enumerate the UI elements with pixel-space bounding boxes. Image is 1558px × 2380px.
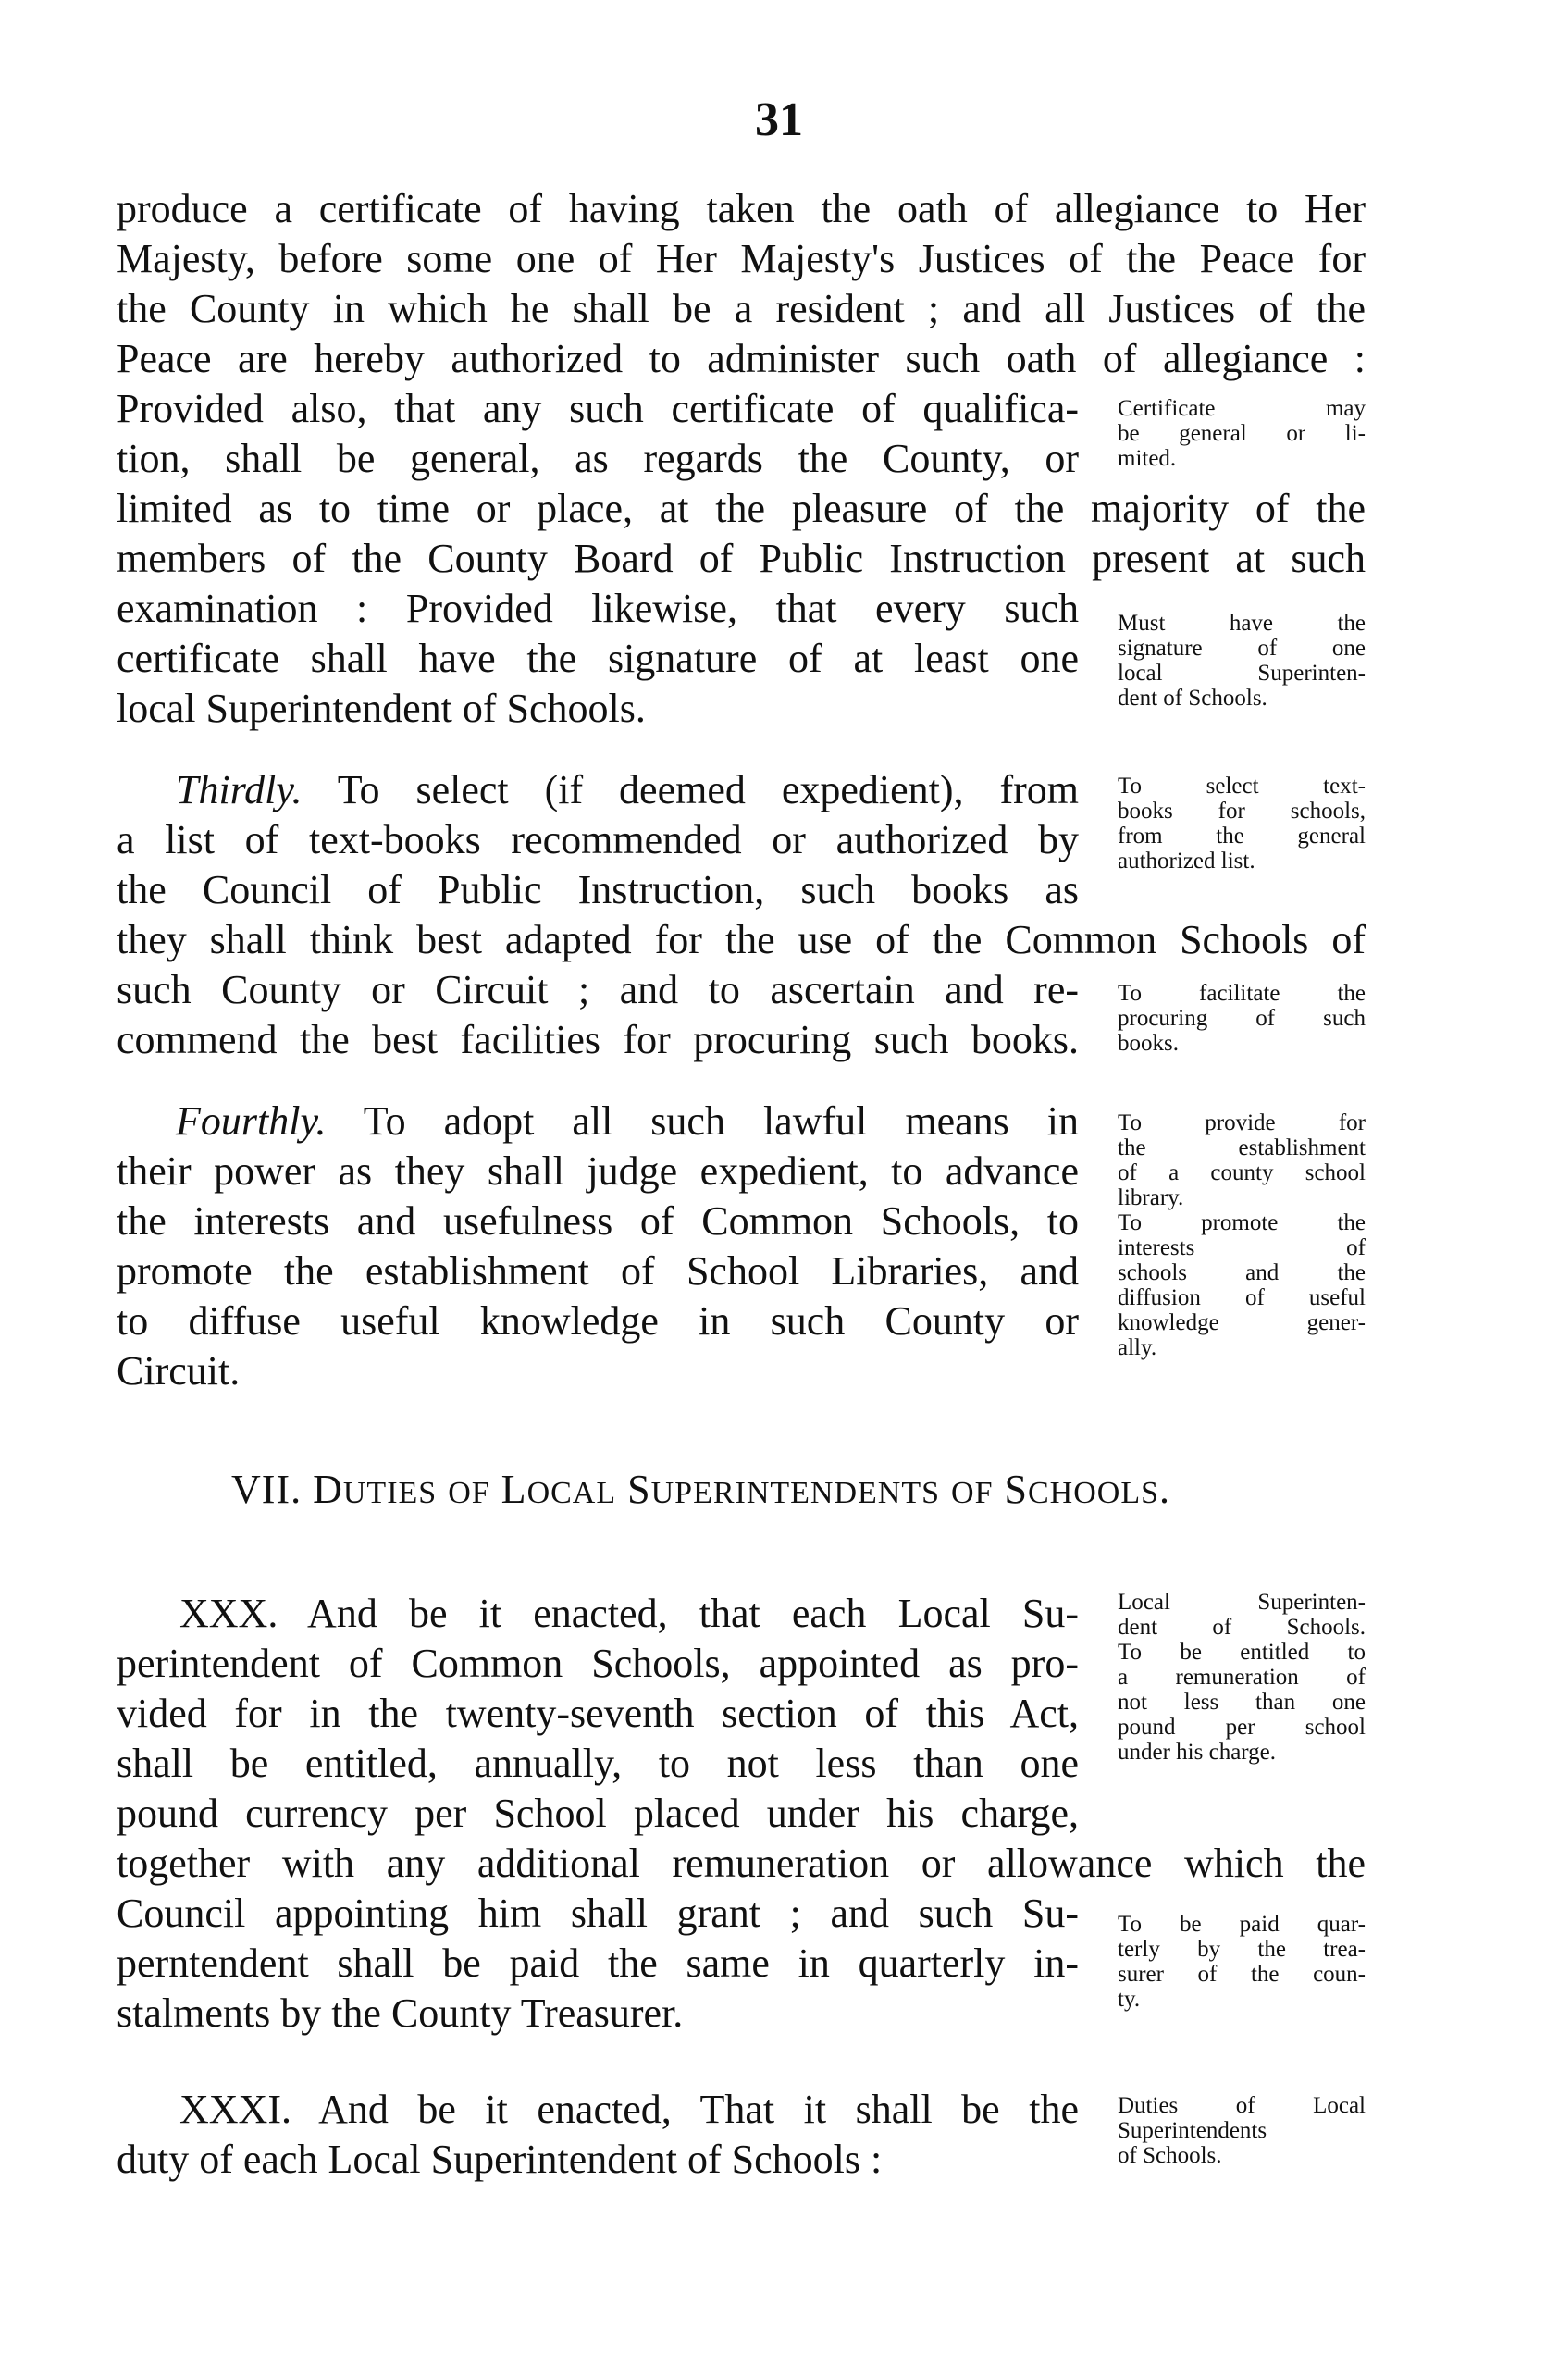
margin-note-line: the establishment	[1118, 1135, 1366, 1160]
margin-note-line: under his charge.	[1118, 1740, 1277, 1765]
margin-note-line: Duties of Local	[1118, 2093, 1366, 2118]
margin-note-line: be general or li-	[1118, 421, 1366, 446]
paragraph-thirdly-first-line	[117, 766, 1079, 814]
margin-note-line: mited.	[1118, 446, 1177, 471]
margin-note-line: dent of Schools.	[1118, 686, 1267, 711]
paragraph-fourthly-first-line	[117, 1097, 1079, 1146]
body-line: duty of each Local Superintendent of Schools :	[117, 2137, 883, 2182]
body-line: examination : Provided likewise, that every such	[117, 586, 1079, 631]
margin-note-line: a remuneration of	[1118, 1665, 1366, 1690]
margin-note-line: To select text-	[1118, 774, 1366, 799]
margin-note-line: books.	[1118, 1031, 1179, 1056]
margin-note-line: authorized list.	[1118, 849, 1255, 874]
margin-note-line: To provide for	[1118, 1110, 1366, 1135]
body-line: they shall think best adapted for the use of the Common Schools of	[117, 917, 1366, 962]
body-line: the County in which he shall be a resident ; and all Justices of the	[117, 286, 1366, 331]
body-line: Circuit.	[117, 1348, 241, 1394]
margin-note-line: To be paid quar-	[1118, 1912, 1366, 1937]
body-line-text: To select (if deemed expedient), from	[337, 767, 1079, 812]
margin-note-line: pound per school	[1118, 1715, 1366, 1740]
body-line: such County or Circuit ; and to ascertain and re-	[117, 967, 1079, 1012]
body-line: Provided also, that any such certificate of qualifica-	[117, 386, 1079, 431]
margin-note-line: terly by the trea-	[1118, 1937, 1366, 1962]
body-line: vided for in the twenty-seventh section of this Act,	[117, 1691, 1079, 1736]
body-line: together with any additional remuneration or allowance which the	[117, 1841, 1366, 1886]
margin-note-line: not less than one	[1118, 1690, 1366, 1715]
body-line: perintendent of Common Schools, appointed as pro-	[117, 1641, 1079, 1686]
margin-note-line: diffusion of useful	[1118, 1285, 1366, 1310]
margin-note-line: Must have the	[1118, 611, 1366, 636]
margin-note-line: of a county school	[1118, 1160, 1366, 1185]
body-line: commend the best facilities for procuring such books.	[117, 1017, 1079, 1062]
margin-note-line: procuring of such	[1118, 1006, 1366, 1031]
margin-note-line: surer of the coun-	[1118, 1962, 1366, 1987]
body-line: Peace are hereby authorized to administer such oath of allegiance :	[117, 336, 1366, 381]
ordinal-thirdly: Thirdly.	[176, 767, 303, 812]
body-line: shall be entitled, annually, to not less than one	[117, 1741, 1079, 1786]
ordinal-fourthly: Fourthly.	[176, 1098, 327, 1144]
margin-note-line: ty.	[1118, 1987, 1141, 2012]
body-line: stalments by the County Treasurer.	[117, 1990, 684, 2036]
margin-note-line: ally.	[1118, 1335, 1157, 1360]
body-line: promote the establishment of School Libraries, and	[117, 1248, 1079, 1294]
body-line: XXX. And be it enacted, that each Local Su-	[179, 1591, 1079, 1636]
body-line: tion, shall be general, as regards the County, or	[117, 436, 1079, 481]
margin-note-line: Certificate may	[1118, 396, 1366, 421]
body-line: pound currency per School placed under his charge,	[117, 1791, 1079, 1836]
body-line: Council appointing him shall grant ; and such Su-	[117, 1890, 1079, 1936]
body-line: XXXI. And be it enacted, That it shall be the	[179, 2087, 1079, 2132]
margin-note-line: schools and the	[1118, 1260, 1366, 1285]
body-line-text: To adopt all such lawful means in	[363, 1098, 1079, 1144]
margin-note-line: library.	[1118, 1185, 1184, 1210]
body-line: to diffuse useful knowledge in such County or	[117, 1298, 1079, 1344]
body-line: members of the County Board of Public Instruction present at such	[117, 536, 1366, 581]
margin-note-line: To facilitate the	[1118, 981, 1366, 1006]
margin-note-line: knowledge gener-	[1118, 1310, 1366, 1335]
body-line: their power as they shall judge expedient, to advance	[117, 1148, 1079, 1194]
section-heading: VII. DUTIES OF LOCAL SUPERINTENDENTS OF SCHOOLS.	[231, 1467, 1171, 1512]
margin-note-line: of Schools.	[1118, 2143, 1222, 2168]
margin-note-line: dent of Schools.	[1118, 1615, 1366, 1640]
margin-note-line: signature of one	[1118, 636, 1366, 661]
page-number: 31	[755, 93, 803, 146]
body-line: limited as to time or place, at the pleasure of the majority of the	[117, 486, 1366, 531]
body-line: perntendent shall be paid the same in quarterly in-	[117, 1940, 1079, 1986]
margin-note-line: Superintendents	[1118, 2118, 1267, 2143]
margin-note-line: from the general	[1118, 824, 1366, 849]
margin-note-line: books for schools,	[1118, 799, 1366, 824]
body-line: a list of text-books recommended or authorized by	[117, 817, 1079, 862]
body-line: produce a certificate of having taken the oath of allegiance to Her	[117, 186, 1366, 231]
body-line: the interests and usefulness of Common Schools, to	[117, 1198, 1079, 1244]
body-line: Majesty, before some one of Her Majesty's Justices of the Peace for	[117, 236, 1366, 281]
margin-note-line: To be entitled to	[1118, 1640, 1366, 1665]
body-line: certificate shall have the signature of at least one	[117, 636, 1079, 681]
body-line: the Council of Public Instruction, such books as	[117, 867, 1079, 912]
body-line: local Superintendent of Schools.	[117, 686, 646, 731]
margin-note-line: To promote the	[1118, 1210, 1366, 1235]
margin-note-line: Local Superinten-	[1118, 1590, 1366, 1615]
margin-note-line: local Superinten-	[1118, 661, 1366, 686]
margin-note-line: interests of	[1118, 1235, 1366, 1260]
